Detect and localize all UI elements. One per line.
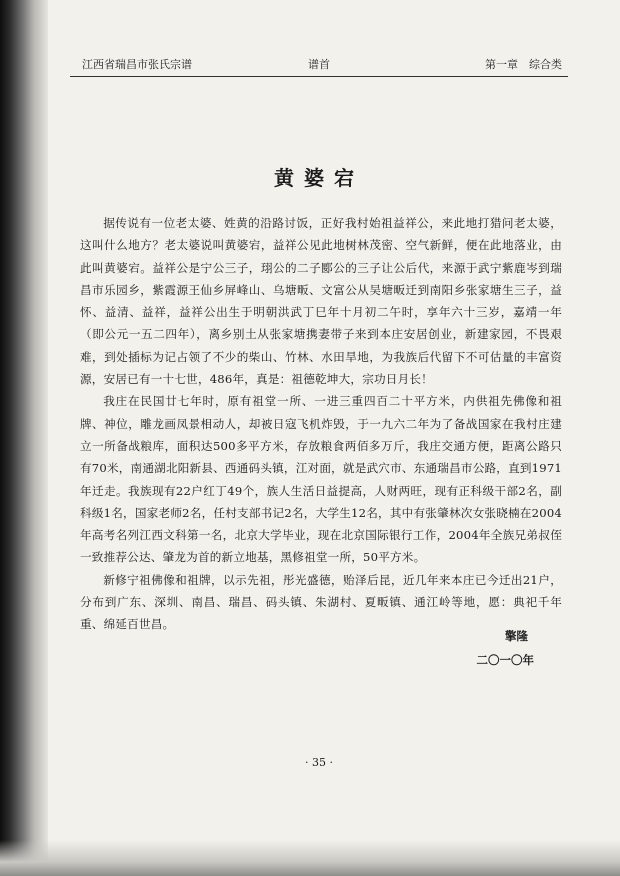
- paragraph-2: 我庄在民国廿七年时，原有祖堂一所、一进三重四百二十平方米，内供祖先佛像和祖牌、神位，雕龙画凤景相动人，却被日寇飞机炸毁，于一九六二年为了备战国家在我村庄建立一所备战粮库，面积达500多平方米，存放粮食两佰多万斤，我庄交通方便，距离公路只有70米，南通湖北阳新县、西通码头镇，江对面，就是武穴市、东通瑞昌市公路，直到1971年迁走。我族现有22户红丁49个，族人生活日益提高，人财两旺，现有正科级干部2名，副科级1名，国家老师2名，任村支部书记2名，大学生12名，其中有张肇林次女张晓楠在2004年高考名列江西文科第一名，北京大学毕业，现在北京国际银行工作，2004年全族兄弟叔侄一致推荐公达、肇龙为首的新立地基，黑修祖堂一所，50平方米。: [80, 394, 562, 565]
- header-rule: [70, 76, 568, 77]
- document-page: [70, 52, 568, 842]
- signature-date: 二〇一〇年: [476, 653, 534, 667]
- header-section: 谱首: [308, 58, 330, 71]
- header-book-title: 江西省瑞昌市张氏宗谱: [82, 58, 192, 71]
- paragraph-3: 新修宁祖佛像和祖牌，以示先祖，彤光盛德，贻泽后昆，近几年来本庄已今迁出21户，分布到广东、深圳、南昌、瑞昌、码头镇、朱湖村、夏畈镇、通江岭等地，愿：典祀千年重、绵延百世昌。: [80, 572, 562, 632]
- article-body: [80, 212, 562, 636]
- signature-block: [477, 624, 535, 672]
- page-title: 黄婆宕: [274, 166, 364, 190]
- page-number: · 35 ·: [305, 756, 333, 769]
- page-bottom-shadow: [0, 840, 620, 876]
- running-header: [70, 56, 568, 74]
- header-chapter: 第一章 综合类: [485, 58, 562, 71]
- book-spine-shadow: [0, 0, 48, 876]
- author-name: 擎隆: [505, 629, 528, 643]
- paragraph-1: 据传说有一位老太婆、姓黄的沿路讨饭，正好我村始祖益祥公，来此地打猎问老太婆，这叫什么地方？老太婆说叫黄婆宕，益祥公见此地树林茂密、空气新鲜，便在此地落业，由此叫黄婆宕。益祥公是宁公三子，珝公的二子郾公的三子让公后代，来源于武宁紫鹿岑到瑞昌市乐园乡，紫霞源王仙乡屏峰山、乌塘畈、文富公从吴塘畈迁到南阳乡张家塘生三子，益怀、益清、益祥，益祥公出生于明朝洪武丁巳年十月初二午时，享年六十三岁，嘉靖一年（即公元一五二四年），离乡别土从张家塘携妻带子来到本庄安居创业，新建家园，不畏艰难，到处插标为记占领了不少的柴山、竹林、水田旱地，为我族后代留下不可估量的丰富资源，安居已有一十七世，486年，真是：祖德乾坤大，宗功日月长！: [80, 216, 562, 387]
